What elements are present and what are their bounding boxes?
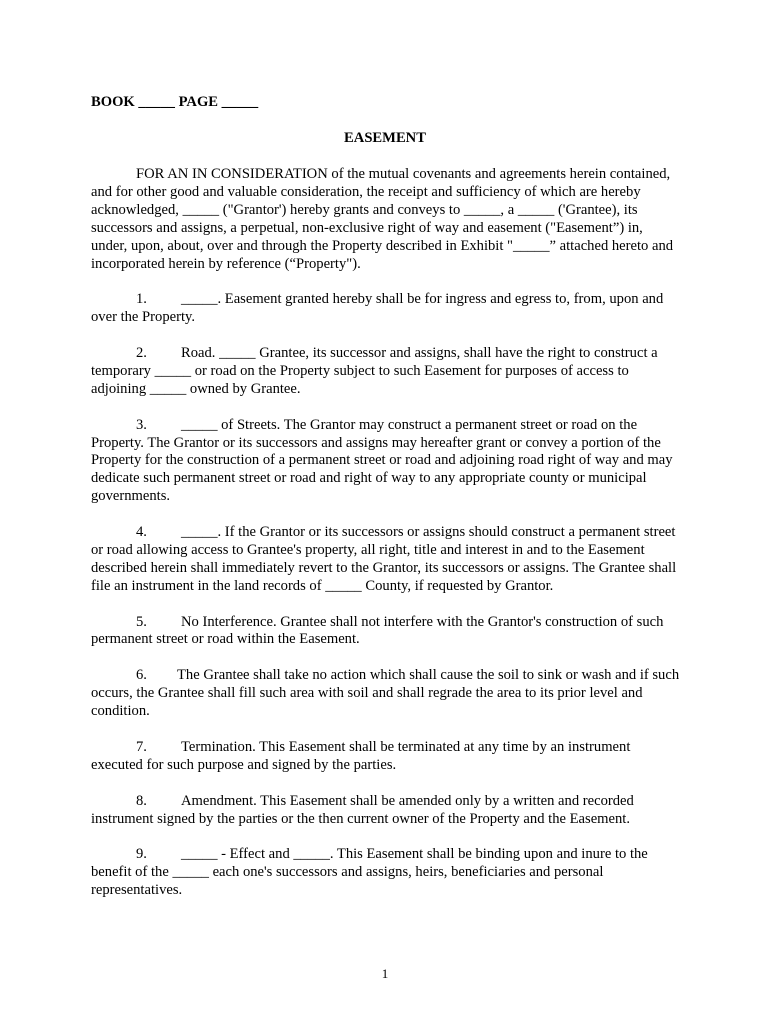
clause-4 (91, 524, 681, 596)
clause-text: _____ of Streets. The Grantor may construct a permanent street or road on the Property. The Grantor or its successors and assigns may hereafter grant or convey a portion of the Property for the construction of a permanent street or road and adjoining road right of way and may dedicate such permanent street or road and right of way to any appropriate county or municipal governments. (91, 416, 673, 505)
clause-number: 4. (136, 524, 147, 541)
clause-number: 2. (136, 345, 147, 362)
clause-number: 6. (136, 667, 147, 684)
document-body (91, 166, 681, 918)
clause-7 (91, 739, 681, 775)
clause-number: 5. (136, 613, 147, 630)
clause-text: No Interference. Grantee shall not interfere with the Grantor's construction of such permanent street or road within the Easement. (91, 613, 664, 648)
clause-3 (91, 417, 681, 507)
clause-text: _____. Easement granted hereby shall be for ingress and egress to, from, upon and over the Property. (91, 291, 664, 326)
clause-number: 3. (136, 416, 147, 433)
clause-8 (91, 793, 681, 829)
clause-text: Termination. This Easement shall be terminated at any time by an instrument executed for such purpose and signed by the parties. (91, 738, 631, 773)
clause-text: _____ - Effect and _____. This Easement shall be binding upon and inure to the benefit of the _____ each one's successors and assigns, heirs, beneficiaries and personal representatives. (91, 846, 648, 899)
book-page-line: BOOK _____ PAGE _____ (91, 94, 259, 110)
clause-text: _____. If the Grantor or its successors or assigns should construct a permanent street or road allowing access to Grantee's property, all right, title and interest in and to the Easement described herein shall immediately revert to the Grantor, its successors or assigns. The Grantee shall file an instrument in the land records of _____ County, if requested by Grantor. (91, 524, 677, 594)
clause-2 (91, 345, 681, 399)
page-number: 1 (381, 966, 389, 981)
clause-9 (91, 846, 681, 900)
clause-number: 7. (136, 738, 147, 755)
clause-text: Road. _____ Grantee, its successor and assigns, shall have the right to construct a temporary _____ or road on the Property subject to such Easement for purposes of access to adjoining _____ owned by Grantee. (91, 345, 658, 397)
document-title: EASEMENT (344, 130, 426, 146)
intro-paragraph: FOR AN IN CONSIDERATION of the mutual covenants and agreements herein contained, and for other good and valuable consideration, the receipt and sufficiency of which are hereby acknowledged, _____ ("Grantor') hereby grants and conveys to _____, a _____ ('Grantee), its successors and assigns, a perpetual, non-exclusive right of way and easement ("Easement”) in, under, upon, about, over and through the Property described in Exhibit "_____” attached hereto and incorporated herein by reference (“Property"). (91, 166, 674, 272)
clause-text: The Grantee shall take no action which shall cause the soil to sink or wash and if such occurs, the Grantee shall fill such area with soil and shall regrade the area to its prior level and condition. (91, 667, 680, 720)
clause-6 (91, 667, 681, 721)
clause-text: Amendment. This Easement shall be amended only by a written and recorded instrument signed by the parties or the then current owner of the Property and the Easement. (91, 792, 634, 827)
clause-number: 8. (136, 792, 147, 809)
clause-number: 9. (136, 846, 147, 863)
clause-1 (91, 291, 681, 327)
clause-5 (91, 614, 681, 650)
clause-number: 1. (136, 291, 147, 308)
